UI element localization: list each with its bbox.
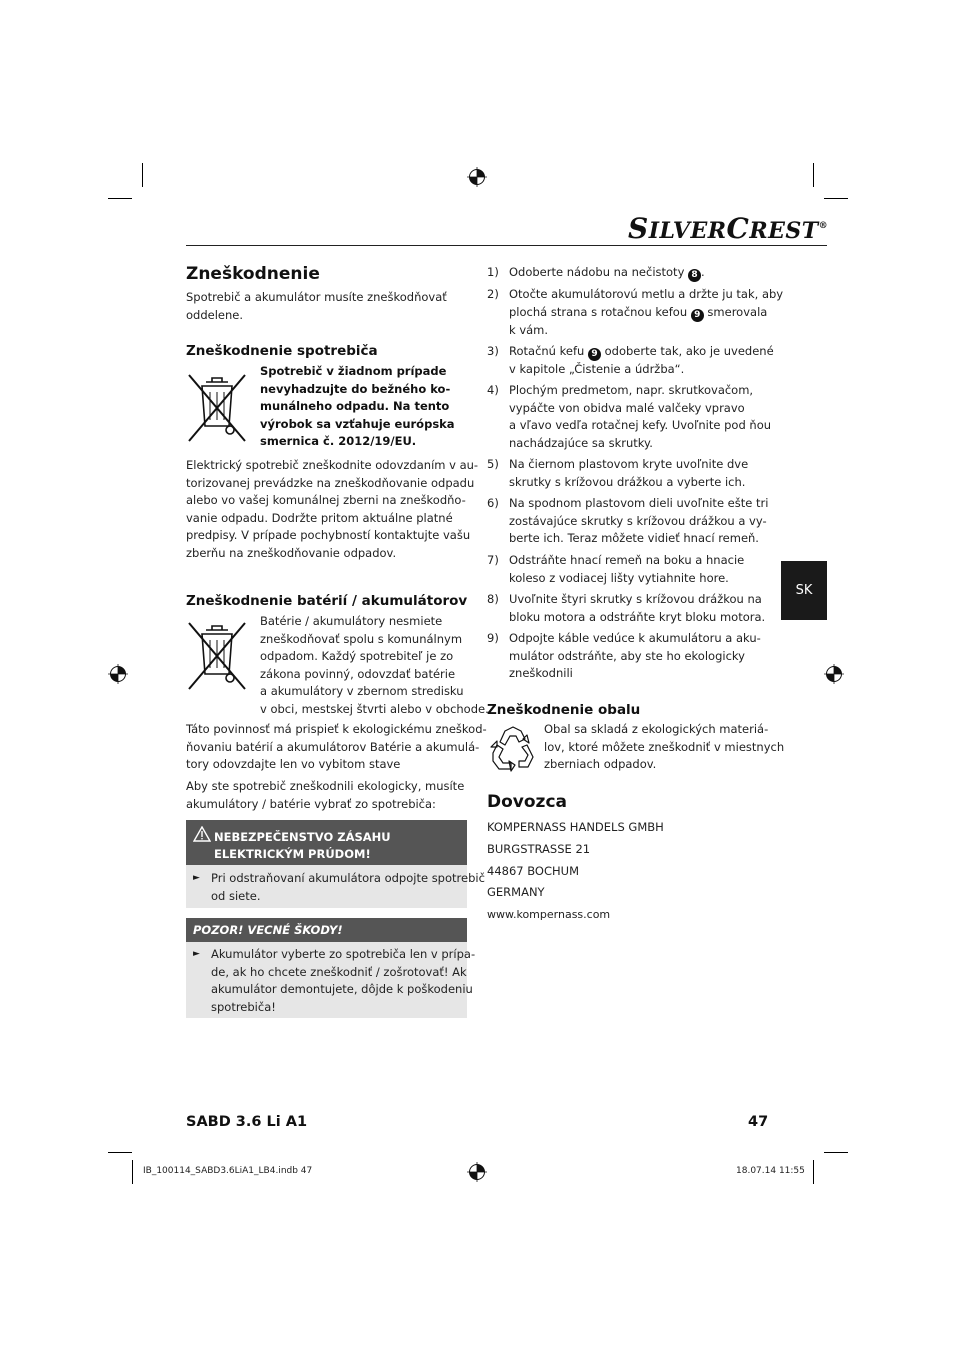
part-number-badge: 9: [588, 348, 601, 361]
step-text: Uvoľnite štyri skrutky s krížovou drážkou na bloku motora a odstráňte kryt bloku motora.: [509, 592, 766, 624]
print-slug-date: 18.07.14 11:55: [736, 1166, 805, 1176]
crop-mark: [142, 163, 143, 187]
intro-text: Spotrebič a akumulátor musíte zneškodňovať oddelene.: [186, 290, 447, 322]
step-text: Odstráňte hnací remeň na boku a hnacie koleso z vodiacej lišty vytiahnite hore.: [509, 553, 745, 585]
step-number: 8): [487, 592, 499, 606]
appliance-text: Elektrický spotrebič zneškodnite odovzdaním v au- torizovanej prevádzke na zneškodňovanie odpadu alebo vo vašej komunálnej zberni na zneškodňo- vanie odpadu. Dodržte pritom aktuálne platné predpisy. V prípade pochybností kontaktujte vašu zberňu na zneškodňovanie odpadov.: [186, 458, 479, 560]
step-text: Odpojte káble vedúce k akumulátoru a aku- mulátor odstráňte, aby ste ho ekologicky zneškodnili: [509, 631, 761, 680]
batteries-beside-text: Batérie / akumulátory nesmiete zneškodňovať spolu s komunálnym odpadom. Každý spotrebiteľ je zo zákona povinný, odovzdať batérie a akumulátory v zbernom stredisku v obci, mestskej štvrti alebo v obchode.: [260, 614, 489, 716]
caution-heading: POZOR! VECNÉ ŠKODY!: [186, 918, 467, 942]
step-number: 2): [487, 287, 499, 301]
crop-mark: [813, 163, 814, 187]
step-text: Rotačnú kefu 9 odoberte tak, ako je uvedené v kapitole „Čistenie a údržba“.: [509, 344, 774, 376]
step-text: Otočte akumulátorovú metlu a držte ju tak, aby plochá strana s rotačnou kefou 9 smerovala k vám.: [509, 287, 784, 337]
step-number: 3): [487, 344, 499, 358]
bullet-arrow-icon: ►: [193, 949, 200, 959]
appliance-warning-text: Spotrebič v žiadnom prípade nevyhadzujte do bežného ko- munálneho odpadu. Na tento výrobok sa vzťahuje európska smernica č. 2012/19/EU.: [260, 364, 455, 448]
part-number-badge: 8: [688, 269, 701, 282]
step-text: Odoberte nádobu na nečistoty 8 .: [509, 265, 705, 280]
bullet-arrow-icon: ►: [193, 873, 200, 883]
registration-mark-icon: [467, 1162, 487, 1182]
step-number: 1): [487, 265, 499, 279]
step-number: 6): [487, 496, 499, 510]
registration-mark-icon: [824, 664, 844, 684]
header-rule: [186, 245, 827, 246]
step-text: Na spodnom plastovom dieli uvoľnite ešte tri zostávajúce skrutky s krížovou drážkou a vy- berte ich. Teraz môžete vidieť hnací remeň.: [509, 496, 769, 545]
page-number: 47: [748, 1114, 769, 1130]
crop-mark: [813, 1160, 814, 1184]
section-title: Zneškodnenie: [186, 264, 320, 284]
crossed-bin-icon: [186, 372, 248, 444]
crop-mark: [824, 1152, 848, 1153]
batteries-text: Táto povinnosť má prispieť k ekologickému zneškod- ňovaniu batérií a akumulátorov Batérie a akumulá- tory odovzdajte len vo vybitom stave: [186, 722, 487, 771]
registration-mark-icon: [108, 664, 128, 684]
crossed-bin-icon: [186, 620, 248, 692]
step-number: 5): [487, 457, 499, 471]
importer-heading: Dovozca: [487, 792, 567, 812]
warning-heading: NEBEZPEČENSTVO ZÁSAHU ELEKTRICKÝM PRÚDOM!: [186, 820, 467, 865]
crop-mark: [132, 1160, 133, 1184]
brand-logo: SILVERCREST®: [628, 212, 829, 245]
crop-mark: [108, 1152, 132, 1153]
step-text: Na čiernom plastovom kryte uvoľnite dve skrutky s krížovou drážkou a vyberte ich.: [509, 457, 749, 489]
packaging-heading: Zneškodnenie obalu: [487, 702, 641, 718]
importer-address: KOMPERNASS HANDELS GMBH BURGSTRASSE 21 44867 BOCHUM GERMANY www.kompernass.com: [487, 817, 664, 926]
part-number-badge: 9: [691, 309, 704, 322]
warning-box: [186, 820, 485, 908]
batteries-heading: Zneškodnenie batérií / akumulátorov: [186, 593, 468, 609]
model-name: SABD 3.6 Li A1: [186, 1114, 308, 1130]
warning-triangle-icon: [193, 826, 211, 842]
step-number: 4): [487, 383, 499, 397]
crop-mark: [824, 198, 848, 199]
step-text: Plochým predmetom, napr. skrutkovačom, vypáčte von obidva malé valčeky vpravo a vľavo vedľa rotačnej kefy. Uvoľnite pod ňou nachádzajúce sa skrutky.: [509, 383, 772, 450]
print-slug-file: IB_100114_SABD3.6LiA1_LB4.indb 47: [143, 1166, 313, 1176]
caution-text: Akumulátor vyberte zo spotrebiča len v prípa- de, ak ho chcete zneškodniť / zošrotovať! Ak akumulátor demontujete, dôjde k poškodeniu spotrebiča!: [211, 947, 476, 1014]
recycling-icon: [487, 725, 539, 775]
appliance-heading: Zneškodnenie spotrebiča: [186, 343, 378, 359]
crop-mark: [108, 198, 132, 199]
language-tab: SK: [781, 561, 827, 620]
caution-box: [186, 918, 476, 1018]
batteries-text: Aby ste spotrebič zneškodnili ekologicky, musíte akumulátory / batérie vybrať zo spotrebiča:: [186, 779, 465, 811]
step-number: 7): [487, 553, 499, 567]
warning-text: Pri odstraňovaní akumulátora odpojte spotrebič od siete.: [211, 871, 485, 903]
step-number: 9): [487, 631, 499, 645]
registration-mark-icon: [467, 167, 487, 187]
packaging-text: Obal sa skladá z ekologických materiá- lov, ktoré môžete zneškodniť v miestnych zberniach odpadov.: [544, 722, 785, 771]
importer-website: www.kompernass.com: [487, 908, 611, 922]
